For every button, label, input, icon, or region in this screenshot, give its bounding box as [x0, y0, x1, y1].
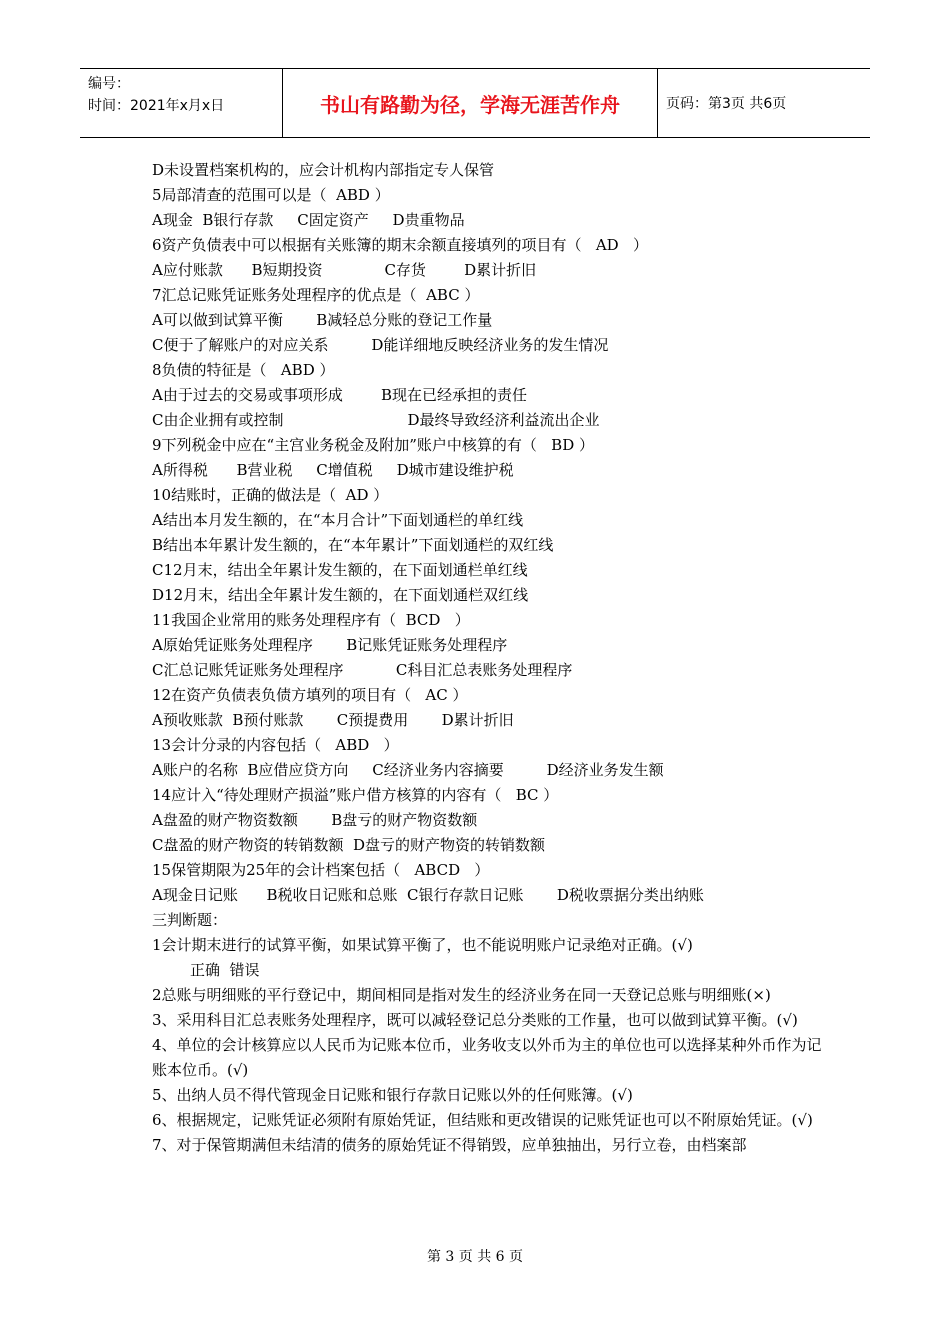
- question-line: 7汇总记账凭证账务处理程序的优点是（ ABC ）: [152, 286, 480, 304]
- options-line: A结出本月发生额的，在“本月合计”下面划通栏的单红线: [152, 511, 524, 529]
- judgment-paragraph: 2总账与明细账的平行登记中，期间相同是指对发生的经济业务在同一天登记总账与明细账(×): [152, 986, 771, 1004]
- options-line: A预收账款 B预付账款 C预提费用 D累计折旧: [152, 711, 514, 729]
- judgment-options: 正确 错误: [190, 961, 260, 979]
- header-page-info: 页码：第3页 共6页: [666, 96, 787, 112]
- text-line: D未设置档案机构的，应会计机构内部指定专人保管: [152, 161, 495, 179]
- question-line: 15保管期限为25年的会计档案包括（ ABCD ）: [152, 861, 490, 879]
- header-motto-cell: [282, 69, 658, 137]
- options-line: B结出本年累计发生额的，在“本年累计”下面划通栏的双红线: [152, 536, 554, 554]
- judgment-paragraph: 5、出纳人员不得代管现金日记账和银行存款日记账以外的任何账簿。(√): [152, 1086, 633, 1104]
- options-line: A原始凭证账务处理程序 B记账凭证账务处理程序: [152, 636, 508, 654]
- options-line: C12月末，结出全年累计发生额的，在下面划通栏单红线: [152, 561, 528, 579]
- question-line: 12在资产负债表负债方填列的项目有（ AC ）: [152, 686, 468, 704]
- options-line: A账户的名称 B应借应贷方向 C经济业务内容摘要 D经济业务发生额: [152, 761, 664, 779]
- judgment-paragraph: 7、对于保管期满但未结清的债务的原始凭证不得销毁，应单独抽出，另行立卷，由档案部: [152, 1136, 747, 1154]
- options-line: A可以做到试算平衡 B减轻总分账的登记工作量: [152, 311, 493, 329]
- options-line: A现金 B银行存款 C固定资产 D贵重物品: [152, 211, 465, 229]
- options-line: A所得税 B营业税 C增值税 D城市建设维护税: [152, 461, 514, 479]
- options-line: A盘盈的财产物资数额 B盘亏的财产物资数额: [152, 811, 478, 829]
- document-number-label: 编号：: [88, 76, 130, 92]
- question-line: 14应计入“待处理财产损溢”账户借方核算的内容有（ BC ）: [152, 786, 559, 804]
- document-time-label: 时间：2021年x月x日: [88, 98, 225, 114]
- judgment-paragraph: 3、采用科目汇总表账务处理程序，既可以减轻登记总分类账的工作量，也可以做到试算平衡。(√): [152, 1011, 798, 1029]
- header-motto: 书山有路勤为径，学海无涯苦作舟: [320, 92, 620, 117]
- question-line: 11我国企业常用的账务处理程序有（ BCD ）: [152, 611, 470, 629]
- judgment-paragraph: 6、根据规定，记账凭证必须附有原始凭证，但结账和更改错误的记账凭证也可以不附原始凭证。(√): [152, 1111, 813, 1129]
- header-meta: [88, 73, 224, 117]
- question-line: 8负债的特征是（ ABD ）: [152, 361, 335, 379]
- section-heading: 三判断题：: [152, 911, 228, 929]
- options-line: C由企业拥有或控制 D最终导致经济利益流出企业: [152, 411, 600, 429]
- options-line: C汇总记账凭证账务处理程序 C科目汇总表账务处理程序: [152, 661, 573, 679]
- options-line: C盘盈的财产物资的转销数额 D盘亏的财产物资的转销数额: [152, 836, 546, 854]
- question-line: 5局部清查的范围可以是（ ABD ）: [152, 186, 390, 204]
- judgment-line: 1会计期末进行的试算平衡，如果试算平衡了，也不能说明账户记录绝对正确。(√): [152, 936, 693, 954]
- options-line: C便于了解账户的对应关系 D能详细地反映经济业务的发生情况: [152, 336, 609, 354]
- options-line: A由于过去的交易或事项形成 B现在已经承担的责任: [152, 386, 528, 404]
- question-line: 13会计分录的内容包括（ ABD ）: [152, 736, 399, 754]
- options-line: D12月末，结出全年累计发生额的，在下面划通栏双红线: [152, 586, 529, 604]
- document-body: [152, 158, 828, 1158]
- page-footer: 第 3 页 共 6 页: [426, 1249, 524, 1265]
- judgment-paragraph: 4、单位的会计核算应以人民币为记账本位币，业务收支以外币为主的单位也可以选择某种外币作为记账本位币。(√): [152, 1036, 822, 1079]
- question-line: 10结账时，正确的做法是（ AD ）: [152, 486, 389, 504]
- question-line: 6资产负债表中可以根据有关账簿的期末余额直接填列的项目有（ AD ）: [152, 236, 649, 254]
- question-line: 9下列税金中应在“主宫业务税金及附加”账户中核算的有（ BD ）: [152, 436, 595, 454]
- options-line: A应付账款 B短期投资 C存货 D累计折旧: [152, 261, 537, 279]
- options-line: A现金日记账 B税收日记账和总账 C银行存款日记账 D税收票据分类出纳账: [152, 886, 704, 904]
- page-header: [80, 68, 870, 138]
